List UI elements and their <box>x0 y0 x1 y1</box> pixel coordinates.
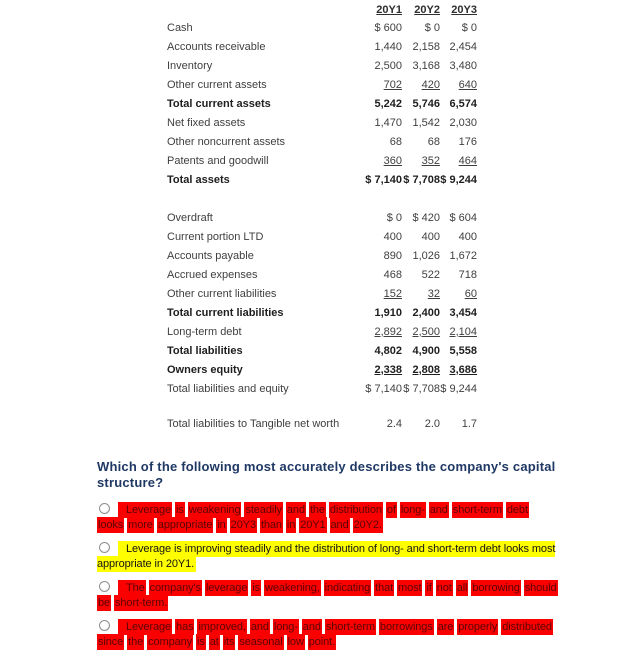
radio-button[interactable] <box>97 619 118 633</box>
table-row <box>167 170 477 189</box>
row-label: Total current liabilities <box>167 306 284 319</box>
answer-options <box>97 502 559 650</box>
cell-value: 2,030 <box>449 116 477 129</box>
radio-button[interactable] <box>97 580 118 594</box>
cell-value: 522 <box>421 268 440 281</box>
cell-value: 3,480 <box>449 59 477 72</box>
cell-value: $ 7,708 <box>403 173 440 186</box>
answer-option-text: Leverage is weakening steadily and the distribution of long- and short-term debt looks more appropriate in 20Y3 than in 20Y1 and 20Y2. <box>98 504 528 531</box>
table-row <box>167 94 477 113</box>
table-row <box>167 303 477 322</box>
radio-button[interactable] <box>97 541 118 555</box>
cell-value: 400 <box>458 230 477 243</box>
table-row <box>167 18 477 37</box>
row-label: Owners equity <box>167 363 243 376</box>
row-label: Overdraft <box>167 211 213 224</box>
row-label: Total current assets <box>167 97 271 110</box>
table-row <box>167 37 477 56</box>
table-row <box>167 56 477 75</box>
row-label: Accounts receivable <box>167 40 266 53</box>
cell-value: $ 7,140 <box>365 173 402 186</box>
cell-value: 3,454 <box>449 306 477 319</box>
cell-value: 2,500 <box>412 325 440 338</box>
cell-value: $ 0 <box>461 21 477 34</box>
cell-value: $ 420 <box>412 211 440 224</box>
section-spacer <box>167 189 477 208</box>
cell-value: 2,338 <box>374 363 402 376</box>
cell-value: 2,892 <box>374 325 402 338</box>
row-label: Total liabilities to Tangible net worth <box>167 417 340 430</box>
cell-value: 1,470 <box>374 116 402 129</box>
cell-value: $ 9,244 <box>440 173 477 186</box>
row-label: Inventory <box>167 59 213 72</box>
row-label: Current portion LTD <box>167 230 264 243</box>
radio-circle-icon <box>99 581 110 592</box>
cell-value: 5,558 <box>449 344 477 357</box>
cell-value: 2,454 <box>449 40 477 53</box>
row-label: Other current assets <box>167 78 267 91</box>
cell-value: $ 604 <box>449 211 477 224</box>
table-row <box>167 379 477 398</box>
cell-value: 2,808 <box>412 363 440 376</box>
cell-value: 3,686 <box>449 363 477 376</box>
cell-value: 2,400 <box>412 306 440 319</box>
table-row <box>167 322 477 341</box>
table-row <box>167 75 477 94</box>
answer-option-text: The company's leverage is weakening, indicating that most if not all borrowing should be short-term. <box>98 582 557 609</box>
table-row <box>167 227 477 246</box>
table-row <box>167 208 477 227</box>
cell-value: 360 <box>383 154 402 167</box>
cell-value: 640 <box>458 78 477 91</box>
column-header-20y1: 20Y1 <box>376 4 402 16</box>
table-row <box>167 265 477 284</box>
row-label: Cash <box>167 21 193 34</box>
answer-option-1[interactable] <box>97 502 559 533</box>
radio-button[interactable] <box>97 502 118 516</box>
cell-value: 4,802 <box>374 344 402 357</box>
cell-value: 32 <box>427 287 440 300</box>
column-header-20y2: 20Y2 <box>414 4 440 16</box>
cell-value: 1,440 <box>374 40 402 53</box>
cell-value: 68 <box>427 135 440 148</box>
table-row <box>167 360 477 379</box>
cell-value: $ 0 <box>386 211 402 224</box>
cell-value: $ 600 <box>374 21 402 34</box>
column-header-20y3: 20Y3 <box>451 4 477 16</box>
row-label: Total assets <box>167 173 230 186</box>
header-spacer <box>167 2 364 18</box>
table-row <box>167 132 477 151</box>
cell-value: 400 <box>383 230 402 243</box>
cell-value: 3,168 <box>412 59 440 72</box>
cell-value: 5,242 <box>374 97 402 110</box>
cell-value: 464 <box>458 154 477 167</box>
row-label: Accounts payable <box>167 249 254 262</box>
cell-value: 1.7 <box>461 417 477 430</box>
cell-value: 2.0 <box>424 417 440 430</box>
row-label: Total liabilities and equity <box>167 382 289 395</box>
cell-value: $ 9,244 <box>440 382 477 395</box>
section-spacer <box>167 398 477 414</box>
answer-option-2[interactable] <box>97 541 559 572</box>
cell-value: 1,672 <box>449 249 477 262</box>
radio-circle-icon <box>99 620 110 631</box>
row-label: Other noncurrent assets <box>167 135 286 148</box>
table-row <box>167 113 477 132</box>
table-header-row <box>167 2 477 18</box>
table-row <box>167 284 477 303</box>
radio-circle-icon <box>99 542 110 553</box>
cell-value: 2,158 <box>412 40 440 53</box>
cell-value: 420 <box>421 78 440 91</box>
cell-value: 4,900 <box>412 344 440 357</box>
cell-value: 702 <box>383 78 402 91</box>
cell-value: 1,026 <box>412 249 440 262</box>
row-label: Other current liabilities <box>167 287 277 300</box>
cell-value: 718 <box>458 268 477 281</box>
cell-value: 2.4 <box>386 417 402 430</box>
answer-option-3[interactable] <box>97 580 559 611</box>
row-label: Patents and goodwill <box>167 154 269 167</box>
cell-value: 2,500 <box>374 59 402 72</box>
cell-value: 1,910 <box>374 306 402 319</box>
cell-value: 890 <box>383 249 402 262</box>
row-label: Long-term debt <box>167 325 242 338</box>
cell-value: 1,542 <box>412 116 440 129</box>
row-label: Total liabilities <box>167 344 243 357</box>
cell-value: 176 <box>458 135 477 148</box>
radio-circle-icon <box>99 503 110 514</box>
answer-option-text: Leverage has improved, and long- and short-term borrowings are properly distributed since the company is at its seasonal low point. <box>98 621 552 648</box>
cell-value: 68 <box>389 135 402 148</box>
row-label: Accrued expenses <box>167 268 258 281</box>
cell-value: 468 <box>383 268 402 281</box>
cell-value: 6,574 <box>449 97 477 110</box>
cell-value: 60 <box>464 287 477 300</box>
answer-option-4[interactable] <box>97 619 559 650</box>
cell-value: $ 0 <box>424 21 440 34</box>
question-text: Which of the following most accurately describes the company's capital structure? <box>97 459 556 490</box>
balance-sheet-table <box>167 2 477 433</box>
table-row <box>167 151 477 170</box>
cell-value: 152 <box>383 287 402 300</box>
cell-value: $ 7,708 <box>403 382 440 395</box>
cell-value: 5,746 <box>412 97 440 110</box>
table-row <box>167 246 477 265</box>
cell-value: 2,104 <box>449 325 477 338</box>
cell-value: 352 <box>421 154 440 167</box>
table-row <box>167 341 477 360</box>
row-label: Net fixed assets <box>167 116 246 129</box>
ratio-row <box>167 414 477 433</box>
cell-value: $ 7,140 <box>365 382 402 395</box>
cell-value: 400 <box>421 230 440 243</box>
answer-option-text: Leverage is improving steadily and the distribution of long- and short-term debt looks most appropriate in 20Y1. <box>97 543 556 570</box>
